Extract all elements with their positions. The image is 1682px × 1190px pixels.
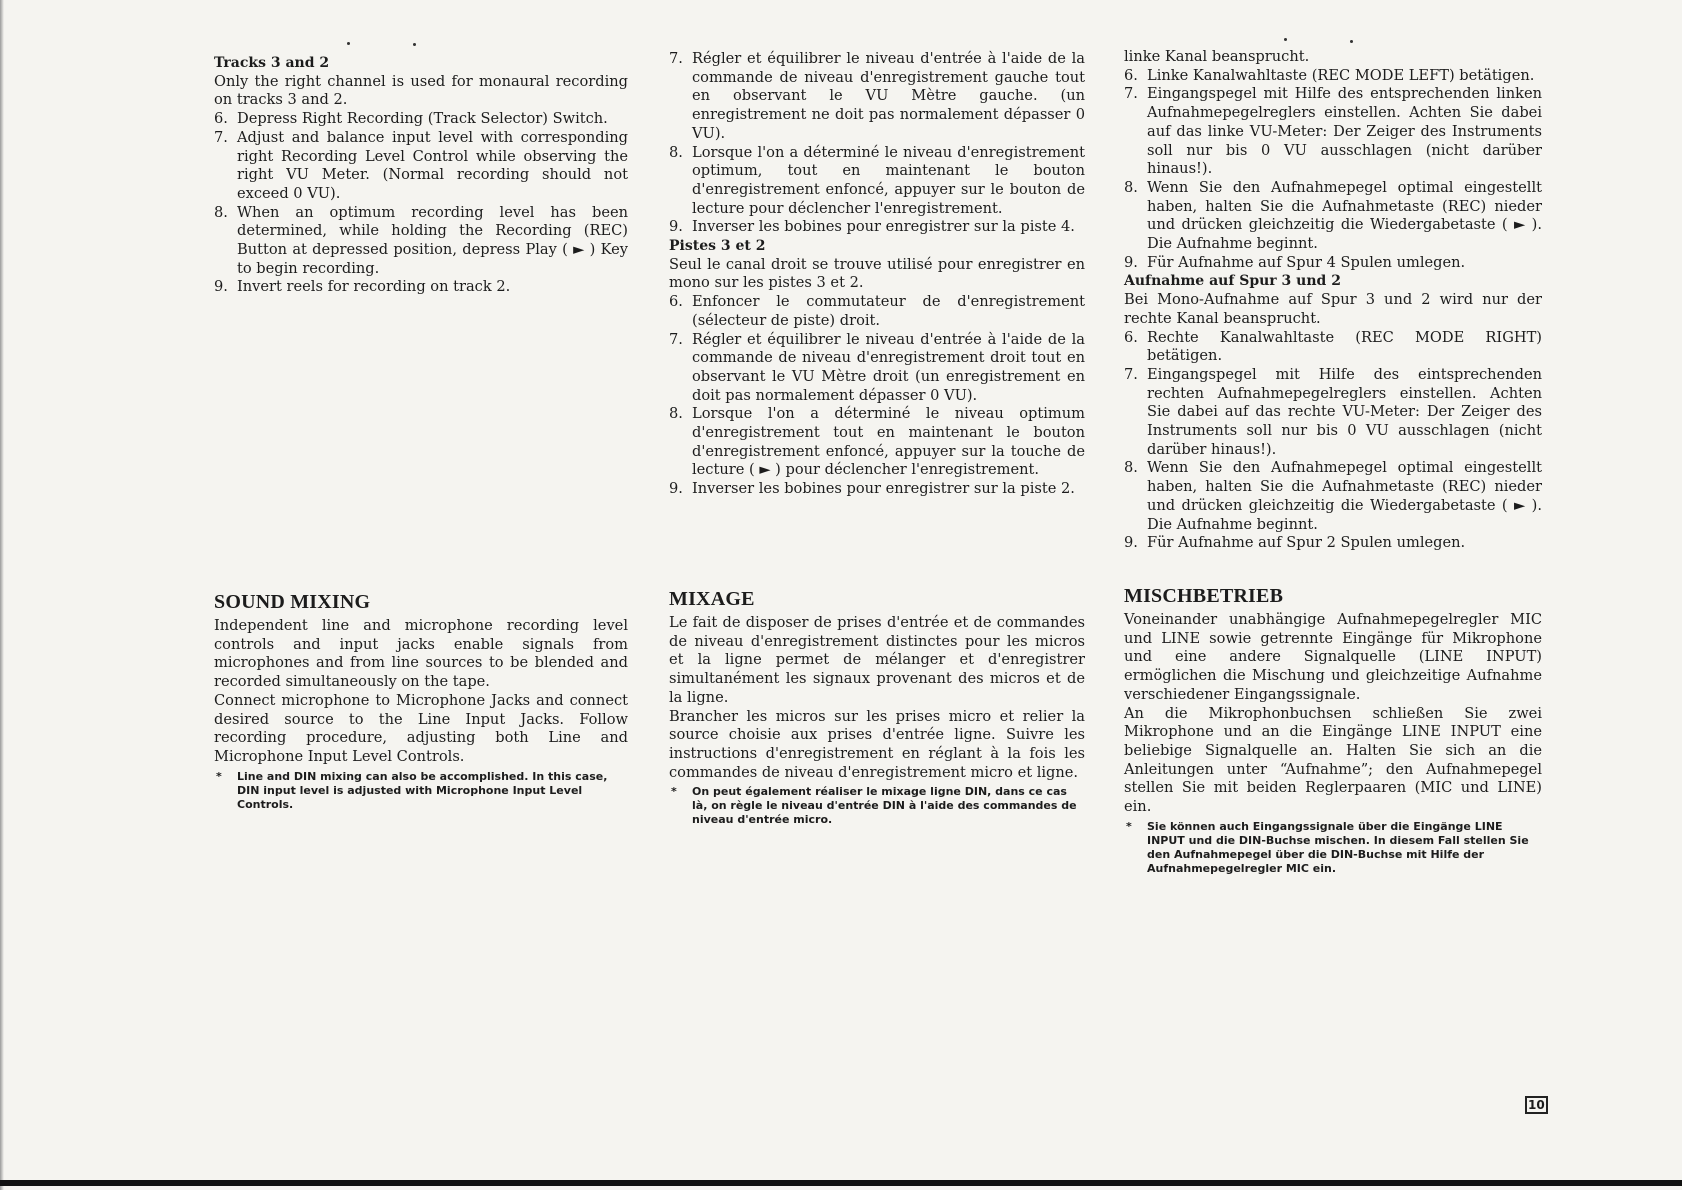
step-item	[214, 110, 628, 129]
step-text: Linke Kanalwahltaste (REC MODE LEFT) betätigen.	[1147, 66, 1535, 84]
step-number: 7.	[669, 50, 683, 67]
column-german	[1124, 48, 1542, 553]
section-sound-mixing	[214, 591, 628, 812]
step-item	[214, 204, 628, 279]
step-number: 7.	[1124, 85, 1138, 103]
step-item	[669, 405, 1085, 480]
step-item	[214, 278, 628, 297]
step-number: 8.	[669, 405, 683, 423]
step-text: Adjust and balance input level with corresponding right Recording Level Control while observing the right VU Meter. (Normal recording should not exceed 0 VU).	[237, 128, 628, 202]
footnote	[669, 785, 1085, 827]
scan-speck	[347, 42, 350, 45]
step-text: Wenn Sie den Aufnahmepegel optimal eingestellt haben, halten Sie die Aufnahmetaste (REC) nieder und drücken gleichzeitig die Wiedergabetaste ( ► ). Die Aufnahme beginnt.	[1147, 459, 1542, 533]
asterisk: *	[216, 769, 222, 783]
subheading: Aufnahme auf Spur 3 und 2	[1124, 273, 1341, 290]
column-english	[214, 54, 628, 297]
step-text: When an optimum recording level has been determined, while holding the Recording (REC) Button at depressed position, depress Play ( ► ) Key to begin recording.	[237, 203, 628, 277]
subheading: Pistes 3 et 2	[669, 238, 766, 255]
step-number: 8.	[669, 143, 683, 161]
step-list	[1124, 67, 1542, 273]
step-list	[669, 293, 1085, 499]
step-number: 6.	[669, 293, 683, 311]
step-text: Enfoncer le commutateur de d'enregistrement (sélecteur de piste) droit.	[692, 293, 1085, 329]
section-title: SOUND MIXING	[214, 591, 371, 613]
step-text: Für Aufnahme auf Spur 4 Spulen umlegen.	[1147, 253, 1466, 271]
section-mischbetrieb	[1124, 585, 1542, 876]
step-number: 9.	[669, 218, 683, 236]
body-paragraph: Le fait de disposer de prises d'entrée et de commandes de niveau d'enregistrement distinctes pour les micros et la ligne permet de mélanger et d'enregistrer simultanément les signaux provenant des micros et de la ligne.	[669, 614, 1085, 706]
subheading: Tracks 3 and 2	[214, 55, 330, 71]
step-text: Lorsque l'on a déterminé le niveau optimum d'enregistrement tout en maintenant le bouton d'enregistrement enfoncé, appuyer sur la touche de lecture ( ► ) pour déclencher l'enregistrement.	[692, 405, 1085, 479]
step-number: 7.	[1124, 365, 1138, 383]
section-title: MISCHBETRIEB	[1124, 585, 1284, 607]
step-text: Eingangspegel mit Hilfe des eintsprechenden rechten Aufnahmepegelreglers einstellen. Achten Sie dabei auf das rechte VU-Meter: Der Zeiger des Instruments soll nur bis 0 VU ausschlagen (nicht darüber hinaus!).	[1147, 365, 1542, 458]
step-item	[1124, 67, 1542, 86]
step-number: 8.	[1124, 178, 1138, 196]
step-text: Invert reels for recording on track 2.	[237, 278, 511, 296]
footnote-text: Sie können auch Eingangssignale über die Eingänge LINE INPUT und die DIN-Buchse mischen. In diesem Fall stellen Sie den Aufnahmepegel über die DIN-Buchse mit Hilfe der Aufnahmepegelregler MIC ein.	[1147, 819, 1529, 875]
step-item	[669, 331, 1085, 406]
step-item	[214, 129, 628, 204]
lead-line: linke Kanal beansprucht.	[1124, 48, 1310, 65]
body-paragraph: Voneinander unabhängige Aufnahmepegelregler MIC und LINE sowie getrennte Eingänge für Mikrophone und eine andere Signalquelle (LINE INPUT) ermöglichen die Mischung und gleichzeitige Aufnahme verschiedener Eingangssignale.	[1124, 611, 1542, 703]
step-number: 6.	[1124, 328, 1138, 346]
scan-speck	[1284, 38, 1287, 41]
step-text: Wenn Sie den Aufnahmepegel optimal eingestellt haben, halten Sie die Aufnahmetaste (REC) nieder und drücken gleichzeitig die Wiedergabetaste ( ► ). Die Aufnahme beginnt.	[1147, 178, 1542, 253]
bottom-rule	[0, 1180, 1682, 1186]
step-item	[1124, 459, 1542, 534]
asterisk: *	[671, 785, 677, 799]
step-number: 6.	[214, 110, 228, 128]
scan-edge	[0, 0, 4, 1190]
section-title: MIXAGE	[669, 588, 755, 610]
step-number: 7.	[669, 330, 683, 348]
footnote-text: Line and DIN mixing can also be accomplished. In this case, DIN input level is adjusted with Microphone Input Level Controls.	[237, 769, 608, 811]
footnote-text: On peut également réaliser le mixage ligne DIN, dans ce cas là, on règle le niveau d'entrée DIN à l'aide des commandes de niveau d'entrée micro.	[692, 785, 1077, 827]
step-number: 8.	[1124, 459, 1138, 477]
step-item	[669, 218, 1085, 237]
step-item	[669, 144, 1085, 219]
step-text: Inverser les bobines pour enregistrer sur la piste 4.	[692, 218, 1075, 236]
step-number: 8.	[214, 203, 228, 221]
step-text: Rechte Kanalwahltaste (REC MODE RIGHT) betätigen.	[1147, 328, 1542, 365]
step-text: Für Aufnahme auf Spur 2 Spulen umlegen.	[1147, 534, 1466, 552]
body-paragraph: Brancher les micros sur les prises micro et relier la source choisie aux prises d'entrée ligne. Suivre les instructions d'enregistrement en réglant à la fois les commandes de niveau d'enregistrement micro et ligne.	[669, 707, 1085, 781]
step-item	[669, 293, 1085, 330]
section-mixage	[669, 588, 1085, 827]
step-text: Régler et équilibrer le niveau d'entrée à l'aide de la commande de niveau d'enregistrement gauche tout en observant le VU Mètre gauche. (un enregistrement ne doit pas normalement dépasser 0 VU).	[692, 50, 1085, 142]
step-item	[669, 50, 1085, 144]
step-list	[1124, 329, 1542, 553]
asterisk: *	[1126, 819, 1132, 833]
footnote	[214, 770, 628, 812]
step-item	[1124, 179, 1542, 254]
step-item	[1124, 254, 1542, 273]
step-number: 9.	[214, 278, 228, 296]
step-item	[669, 480, 1085, 499]
page-number: 10	[1525, 1096, 1548, 1114]
intro-paragraph: Seul le canal droit se trouve utilisé pour enregistrer en mono sur les pistes 3 et 2.	[669, 255, 1085, 292]
step-number: 9.	[1124, 253, 1138, 271]
step-item	[1124, 85, 1542, 179]
step-item	[1124, 366, 1542, 460]
step-number: 9.	[669, 480, 683, 498]
body-paragraph: An die Mikrophonbuchsen schließen Sie zwei Mikrophone und an die Eingänge LINE INPUT eine beliebige Signalquelle an. Halten Sie sich an die Anleitungen unter “Aufnahme”; den Aufnahmepegel stellen Sie mit beiden Reglerpaaren (MIC und LINE) ein.	[1124, 704, 1542, 816]
step-text: Régler et équilibrer le niveau d'entrée à l'aide de la commande de niveau d'enregistrement droit tout en observant le VU Mètre droit (un enregistrement en doit pas normalement dépasser 0 VU).	[692, 330, 1085, 404]
intro-paragraph: Only the right channel is used for monaural recording on tracks 3 and 2.	[214, 72, 628, 109]
column-french	[669, 50, 1085, 499]
scan-speck	[413, 43, 416, 46]
step-text: Inverser les bobines pour enregistrer sur la piste 2.	[692, 480, 1075, 498]
step-list	[669, 50, 1085, 237]
step-item	[1124, 329, 1542, 366]
step-number: 6.	[1124, 66, 1138, 84]
scan-speck	[1350, 40, 1353, 43]
body-paragraph: Independent line and microphone recording level controls and input jacks enable signals from microphones and from line sources to be blended and recorded simultaneously on the tape.	[214, 617, 628, 691]
step-item	[1124, 534, 1542, 553]
step-list	[214, 110, 628, 297]
footnote	[1124, 820, 1542, 876]
step-text: Depress Right Recording (Track Selector) Switch.	[237, 110, 608, 128]
step-number: 7.	[214, 128, 228, 146]
body-paragraph: Connect microphone to Microphone Jacks and connect desired source to the Line Input Jacks. Follow recording procedure, adjusting both Line and Microphone Input Level Controls.	[214, 691, 628, 765]
step-number: 9.	[1124, 534, 1138, 552]
step-text: Eingangspegel mit Hilfe des entsprechenden linken Aufnahmepegelreglers einstellen. Achten Sie dabei auf das linke VU-Meter: Der Zeiger des Instruments soll nur bis 0 VU ausschlagen (nicht darüber hinaus!).	[1147, 85, 1542, 178]
step-text: Lorsque l'on a déterminé le niveau d'enregistrement optimum, tout en maintenant le bouton d'enregistrement enfoncé, appuyer sur le bouton de lecture pour déclencher l'enregistrement.	[692, 143, 1085, 217]
intro-paragraph: Bei Mono-Aufnahme auf Spur 3 und 2 wird nur der rechte Kanal beansprucht.	[1124, 291, 1542, 327]
